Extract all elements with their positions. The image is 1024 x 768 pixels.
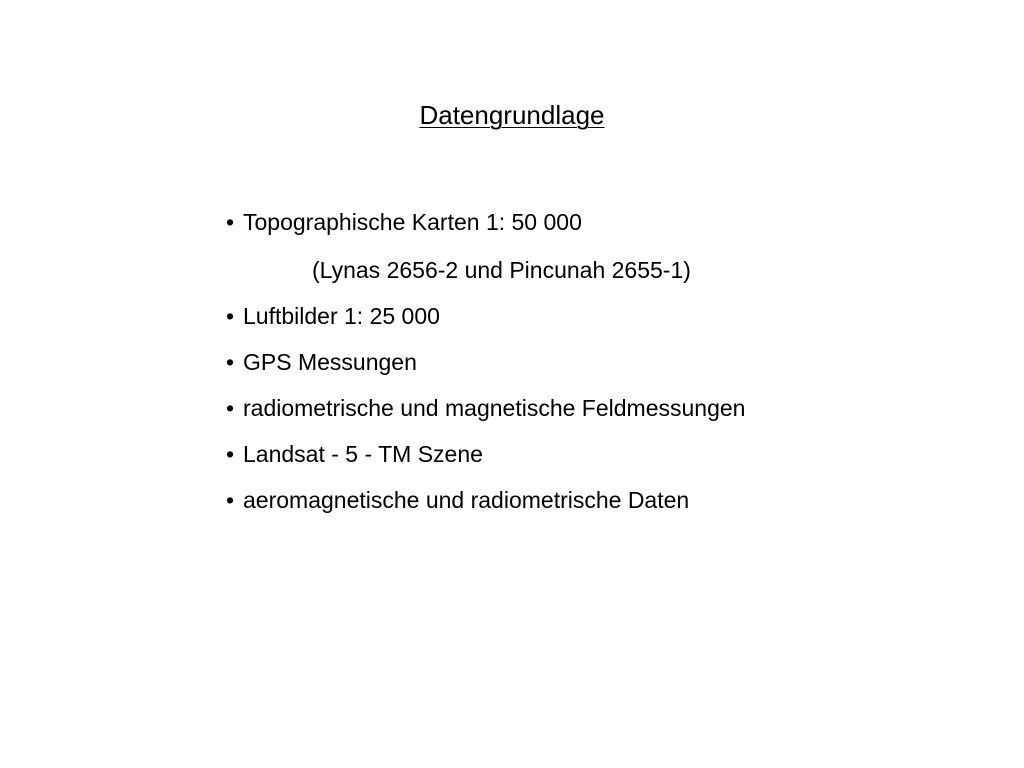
list-item: [226, 301, 745, 331]
bullet-icon: •: [226, 209, 235, 235]
bullet-icon: •: [226, 349, 235, 375]
list-item: [226, 439, 745, 469]
list-item-subtext: [226, 255, 745, 285]
list-item-text: Luftbilder 1: 25 000: [243, 303, 440, 329]
list-item: [226, 485, 745, 515]
bullet-list: [226, 207, 745, 531]
bullet-icon: •: [226, 303, 235, 329]
bullet-icon: •: [226, 441, 235, 467]
list-item-text: aeromagnetische und radiometrische Daten: [243, 487, 690, 513]
list-item-subtext-text: (Lynas 2656-2 und Pincunah 2655-1): [312, 257, 691, 283]
list-item-text: Topographische Karten 1: 50 000: [243, 209, 582, 235]
list-item: [226, 207, 745, 237]
list-item-text: radiometrische und magnetische Feldmessungen: [243, 395, 746, 421]
bullet-icon: •: [226, 487, 235, 513]
list-item-text: GPS Messungen: [243, 349, 417, 375]
slide-title: Datengrundlage: [419, 100, 605, 130]
list-item: [226, 347, 745, 377]
list-item-text: Landsat - 5 - TM Szene: [243, 441, 483, 467]
list-item: [226, 393, 745, 423]
bullet-icon: •: [226, 395, 235, 421]
